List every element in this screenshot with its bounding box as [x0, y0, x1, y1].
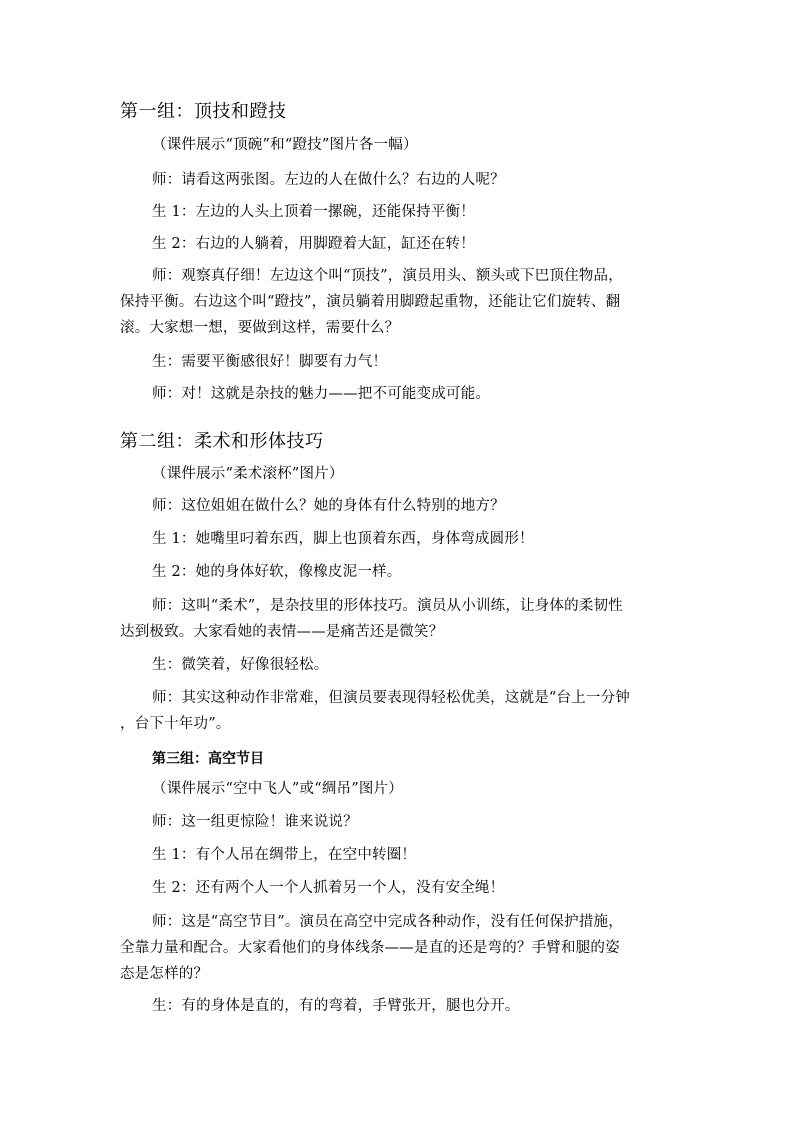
- paragraph: 师：这位姐姐在做什么？她的身体有什么特别的地方？: [152, 498, 505, 514]
- paragraph: 生 2：她的身体好软，像橡皮泥一样。: [152, 564, 402, 580]
- paragraph: 生 1：她嘴里叼着东西，脚上也顶着东西，身体弯成圆形！: [152, 531, 534, 547]
- paragraph-continuation: ，台下十年功”。: [120, 716, 231, 732]
- paragraph-continuation: 滚。大家想一想，要做到这样，需要什么？: [120, 320, 400, 336]
- paragraph-continuation: 全靠力量和配合。大家看他们的身体线条——是直的还是弯的？手臂和腿的姿: [120, 940, 620, 956]
- paragraph: 师：观察真仔细！左边这个叫“顶技”，演员用头、额头或下巴顶住物品，: [152, 268, 623, 284]
- paragraph: 师：请看这两张图。左边的人在做什么？右边的人呢？: [152, 172, 505, 188]
- paragraph: 生 2：右边的人躺着，用脚蹬着大缸，缸还在转！: [152, 236, 475, 252]
- paragraph: 师：对！这就是杂技的魅力——把不可能变成可能。: [152, 386, 491, 402]
- paragraph: 生 1：左边的人头上顶着一摞碗，还能保持平衡！: [152, 204, 475, 220]
- paragraph: 生 1：有个人吊在绸带上，在空中转圈！: [152, 847, 417, 863]
- paragraph: （课件展示“顶碗”和“蹬技”图片各一幅）: [152, 137, 418, 153]
- paragraph-continuation: 保持平衡。右边这个叫“蹬技”，演员躺着用脚蹬起重物，还能让它们旋转、翻: [120, 294, 621, 310]
- paragraph: （课件展示“空中飞人”或“绸吊”图片）: [152, 781, 403, 797]
- section-3-heading: 第三组：高空节目: [152, 751, 264, 767]
- paragraph: 师：这一组更惊险！谁来说说？: [152, 814, 358, 830]
- paragraph: 生：有的身体是直的，有的弯着，手臂张开，腿也分开。: [152, 998, 520, 1014]
- paragraph-continuation: 达到极致。大家看她的表情——是痛苦还是微笑？: [120, 624, 444, 640]
- paragraph: 师：这叫“柔术”，是杂技里的形体技巧。演员从小训练，让身体的柔韧性: [152, 598, 623, 614]
- paragraph: 生：需要平衡感很好！脚要有力气！: [152, 354, 388, 370]
- section-1-heading: 第一组：顶技和蹬技: [120, 101, 287, 122]
- paragraph-continuation: 态是怎样的？: [120, 966, 209, 982]
- paragraph: 生 2：还有两个人一个人抓着另一个人，没有安全绳！: [152, 880, 505, 896]
- paragraph: 师：这是“高空节目”。演员在高空中完成各种动作，没有任何保护措施，: [152, 914, 623, 930]
- section-2-heading: 第二组：柔术和形体技巧: [120, 431, 324, 452]
- paragraph: 生：微笑着，好像很轻松。: [152, 657, 329, 673]
- paragraph: （课件展示“柔术滚杯”图片）: [152, 466, 344, 482]
- paragraph: 师：其实这种动作非常难，但演员要表现得轻松优美，这就是“台上一分钟: [152, 690, 631, 706]
